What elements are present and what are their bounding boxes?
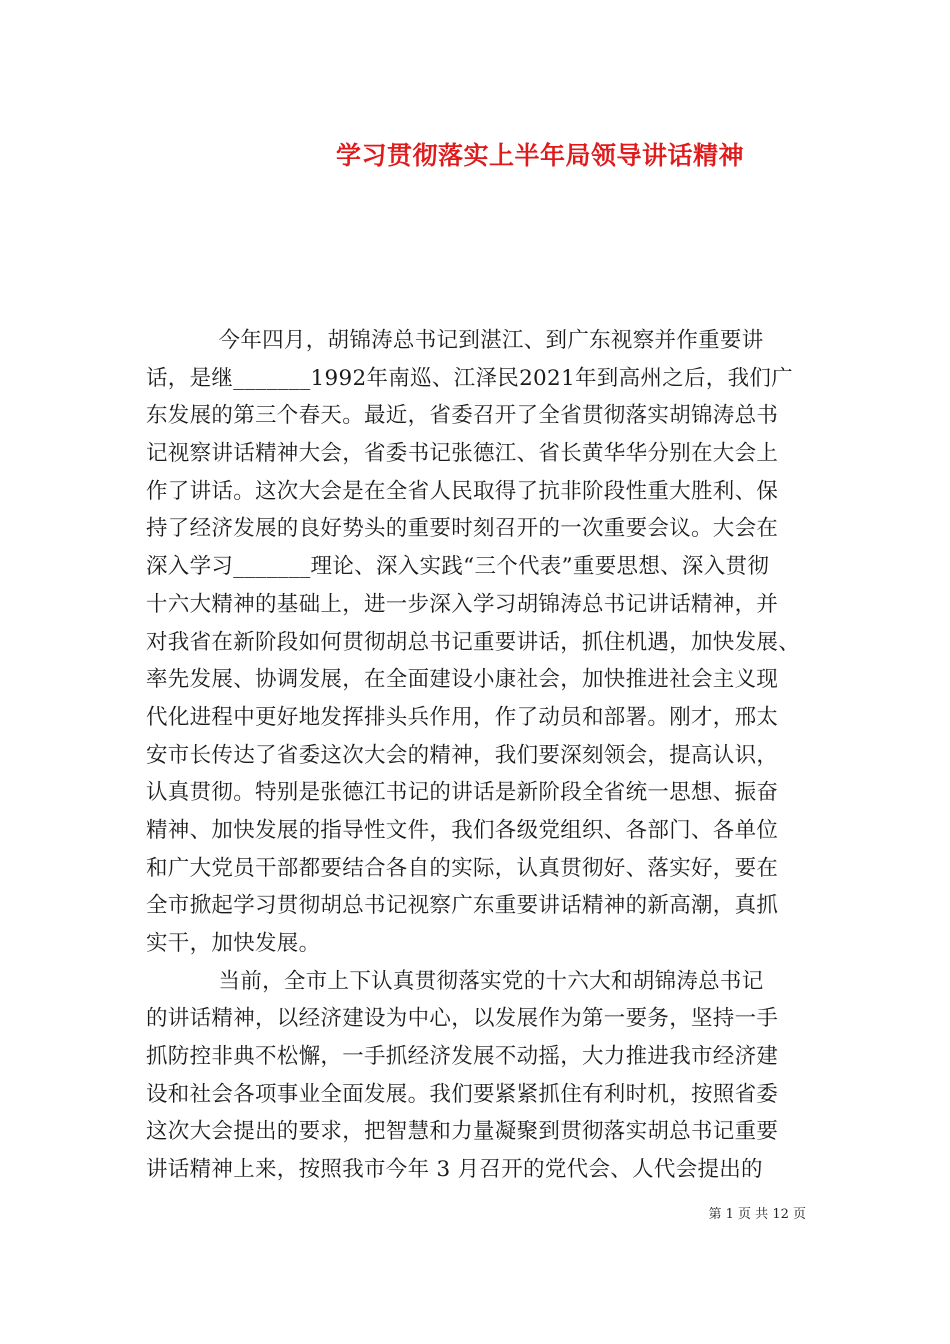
body-line: 精神、加快发展的指导性文件，我们各级党组织、各部门、各单位 bbox=[146, 817, 779, 843]
body-line: 当前，全市上下认真贯彻落实党的十六大和胡锦涛总书记 bbox=[146, 968, 764, 994]
body-line: 持了经济发展的良好势头的重要时刻召开的一次重要会议。大会在 bbox=[146, 516, 779, 542]
body-line: 东发展的第三个春天。最近，省委召开了全省贯彻落实胡锦涛总书 bbox=[146, 403, 779, 429]
body-line: 今年四月，胡锦涛总书记到湛江、到广东视察并作重要讲 bbox=[146, 328, 764, 353]
body-line: 全市掀起学习贯彻胡总书记视察广东重要讲话精神的新高潮，真抓 bbox=[146, 893, 779, 919]
body-line: 安市长传达了省委这次大会的精神，我们要深刻领会，提高认识， bbox=[146, 742, 779, 768]
body-line: 作了讲话。这次大会是在全省人民取得了抗非阶段性重大胜利、保 bbox=[146, 478, 779, 504]
body-line: 和广大党员干部都要结合各自的实际，认真贯彻好、落实好，要在 bbox=[146, 855, 779, 881]
body-line: 深入学习_______理论、深入实践“三个代表”重要思想、深入贯彻 bbox=[146, 554, 770, 580]
body-line: 认真贯彻。特别是张德江书记的讲话是新阶段全省统一思想、振奋 bbox=[146, 780, 779, 806]
body-line: 这次大会提出的要求，把智慧和力量凝聚到贯彻落实胡总书记重要 bbox=[146, 1119, 779, 1145]
body-line: 的讲话精神，以经济建设为中心，以发展作为第一要务，坚持一手 bbox=[146, 1006, 779, 1032]
body-line: 率先发展、协调发展，在全面建设小康社会，加快推进社会主义现 bbox=[146, 667, 779, 693]
body-line: 代化进程中更好地发挥排头兵作用，作了动员和部署。刚才，邢太 bbox=[146, 704, 779, 730]
body-line: 抓防控非典不松懈，一手抓经济发展不动摇，大力推进我市经济建 bbox=[146, 1044, 779, 1070]
body-line: 记视察讲话精神大会，省委书记张德江、省长黄华华分别在大会上 bbox=[146, 441, 779, 467]
page-number: 第 1 页 共 12 页 bbox=[708, 1207, 806, 1222]
body-line: 对我省在新阶段如何贯彻胡总书记重要讲话，抓住机遇，加快发展、 bbox=[146, 629, 801, 655]
body-line: 十六大精神的基础上，进一步深入学习胡锦涛总书记讲话精神，并 bbox=[146, 591, 779, 617]
body-line: 实干，加快发展。 bbox=[146, 931, 321, 956]
body-line: 设和社会各项事业全面发展。我们要紧紧抓住有利时机，按照省委 bbox=[146, 1081, 779, 1107]
document-title: 学习贯彻落实上半年局领导讲话精神 bbox=[335, 141, 744, 170]
body-line: 话，是继_______1992年南巡、江泽民2021年到高州之后，我们广 bbox=[146, 365, 793, 391]
body-line: 讲话精神上来，按照我市今年 3 月召开的党代会、人代会提出的 bbox=[146, 1157, 763, 1183]
document-body bbox=[146, 322, 806, 1189]
